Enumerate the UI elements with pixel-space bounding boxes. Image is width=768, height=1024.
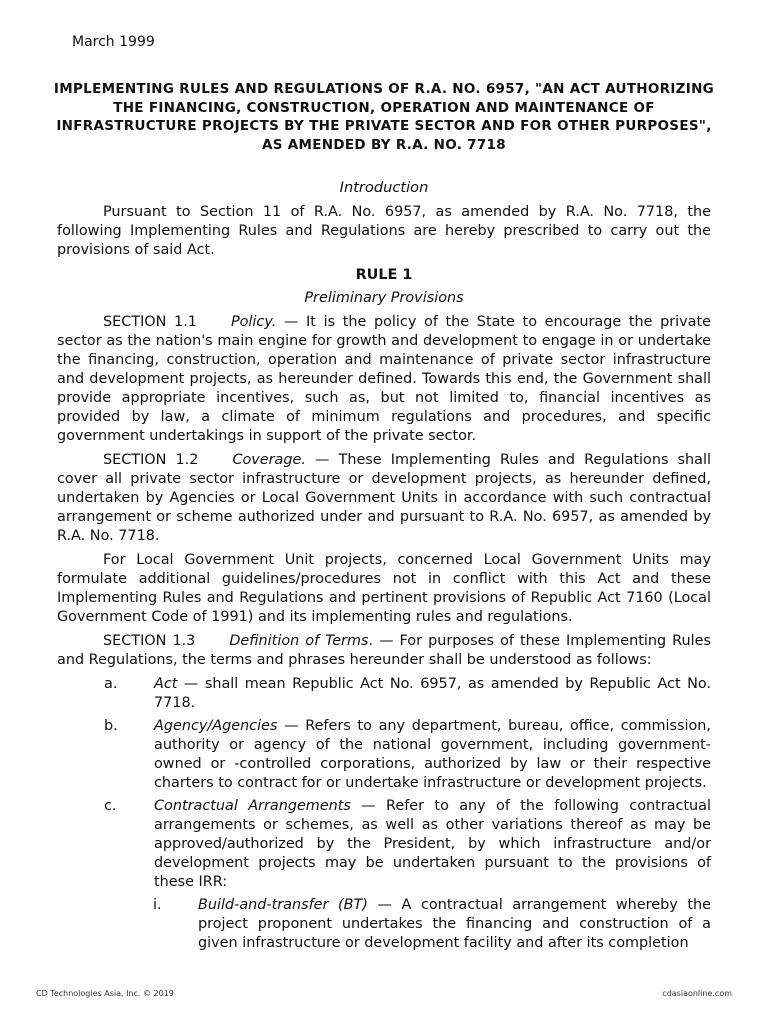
definition-body: — shall mean Republic Act No. 6957, as amended by Republic Act No. 7718. — [154, 676, 711, 711]
subitem-label: i. — [153, 897, 162, 913]
section-text: . — For purposes of these Implementing Rules and Regulations, the terms and phrases hereunder shall be understood as follows: — [57, 633, 711, 668]
footer-website: cdasiaonline.com — [662, 989, 732, 998]
section-text: — It is the policy of the State to encourage the private sector as the nation's main engine for growth and development to engage in or undertake the financing, construction, operation and maintenance of private sector infrastructure and development projects, as hereunder defined. Towards this end, the Government shall provide appropriate incentives, such as, but not limited to, financial incentives as provided by law, a climate of minimum regulations and procedures, and specific government undertakings in support of the private sector. — [57, 314, 711, 444]
footer-copyright: CD Technologies Asia, Inc. © 2019 — [36, 989, 174, 998]
section-title: Policy. — [230, 314, 277, 330]
section-number: SECTION 1.1 — [103, 314, 197, 330]
subitem-text — [198, 896, 711, 953]
definition-item — [57, 675, 711, 713]
section-number: SECTION 1.2 — [103, 452, 199, 468]
introduction-heading: Introduction — [339, 179, 429, 196]
document-title: IMPLEMENTING RULES AND REGULATIONS OF R.A. NO. 6957, "AN ACT AUTHORIZING THE FINANCING, CONSTRUCTION, OPERATION AND MAINTENANCE OF INFRASTRUCTURE PROJECTS BY THE PRIVATE SECTOR AND FOR OTHER PURPOSES", AS AMENDED BY R.A. NO. 7718 — [53, 81, 715, 153]
introduction-paragraph: Pursuant to Section 11 of R.A. No. 6957, as amended by R.A. No. 7718, the following Implementing Rules and Regulations are hereby prescribed to carry out the provisions of said Act. — [57, 204, 711, 258]
definition-label: c. — [104, 798, 117, 814]
section-1-2-paragraph-2: For Local Government Unit projects, concerned Local Government Units may formulate additional guidelines/procedures not in conflict with this Act and these Implementing Rules and Regulations and pertinent provisions of Republic Act 7160 (Local Government Code of 1991) and its implementing rules and regulations. — [57, 552, 711, 625]
section-title: Definition of Terms — [229, 633, 369, 649]
section-title: Coverage. — [232, 452, 306, 468]
document-body — [57, 178, 711, 953]
definition-text — [154, 717, 711, 793]
definition-subitem — [150, 896, 711, 953]
rule-subheading: Preliminary Provisions — [304, 290, 464, 306]
definition-label: a. — [104, 676, 118, 692]
section-1-3 — [57, 632, 711, 670]
definition-body: — Refers to any department, bureau, office, commission, authority or agency of the national government, including government-owned or -controlled corporations, authorized by law or their respective charters to contract for or undertake infrastructure or development projects. — [154, 718, 711, 791]
definition-item — [57, 717, 711, 793]
definition-term: Contractual Arrangements — [154, 798, 351, 814]
section-1-1 — [57, 313, 711, 446]
definition-text — [154, 675, 711, 713]
definition-body: — Refer to any of the following contractual arrangements or schemes, as well as other variations thereof as may be approved/authorized by the President, by which infrastructure and/or development projects may be undertaken pursuant to the provisions of these IRR: — [154, 798, 711, 890]
definition-item — [57, 797, 711, 892]
document-date: March 1999 — [72, 34, 155, 50]
definition-term: Agency/Agencies — [154, 718, 278, 734]
definition-term: Act — [154, 676, 178, 692]
subitem-body: — A contractual arrangement whereby the project proponent undertakes the financing and construction of a given infrastructure or development facility and after its completion — [198, 897, 711, 951]
definition-label: b. — [104, 718, 118, 734]
section-1-2 — [57, 451, 711, 546]
definition-text — [154, 797, 711, 892]
subitem-term: Build-and-transfer (BT) — [198, 897, 368, 913]
rule-heading: RULE 1 — [355, 267, 413, 283]
section-number: SECTION 1.3 — [103, 633, 196, 649]
section-text: — These Implementing Rules and Regulations shall cover all private sector infrastructure or development projects, as hereunder defined, undertaken by Agencies or Local Government Units in accordance with such contractual arrangement or scheme authorized under and pursuant to R.A. No. 6957, as amended by R.A. No. 7718. — [57, 452, 711, 544]
